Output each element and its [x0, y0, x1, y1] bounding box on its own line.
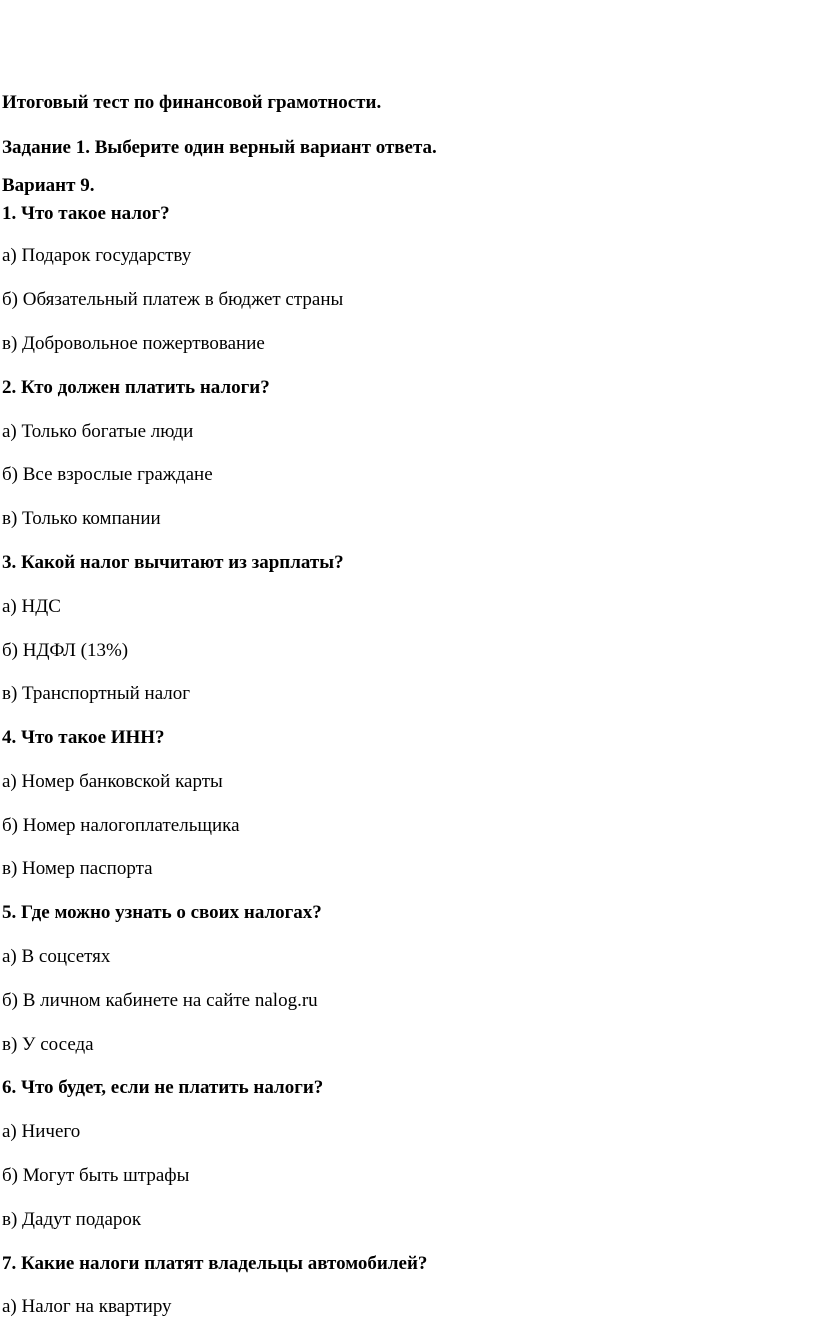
answer-option: в) Дадут подарок — [2, 1209, 142, 1230]
answer-option: в) Добровольное пожертвование — [2, 333, 265, 354]
answer-option: б) Обязательный платеж в бюджет страны — [2, 289, 344, 310]
answer-option: а) Подарок государству — [2, 245, 192, 266]
answer-option: в) У соседа — [2, 1034, 94, 1055]
question-5: 5. Где можно узнать о своих налогах? — [2, 902, 322, 923]
question-6: 6. Что будет, если не платить налоги? — [2, 1077, 324, 1098]
answer-option: а) Ничего — [2, 1121, 81, 1142]
answer-option: в) Номер паспорта — [2, 858, 153, 879]
answer-option: в) Транспортный налог — [2, 683, 191, 704]
answer-option: а) Только богатые люди — [2, 421, 194, 442]
question-2: 2. Кто должен платить налоги? — [2, 377, 270, 398]
answer-option: б) НДФЛ (13%) — [2, 640, 129, 661]
answer-option: б) Все взрослые граждане — [2, 464, 213, 485]
answer-option: а) Номер банковской карты — [2, 771, 223, 792]
question-1: 1. Что такое налог? — [2, 203, 170, 224]
answer-option: б) В личном кабинете на сайте nalog.ru — [2, 990, 318, 1011]
question-3: 3. Какой налог вычитают из зарплаты? — [2, 552, 344, 573]
answer-option: а) В соцсетях — [2, 946, 111, 967]
answer-option: б) Номер налогоплательщика — [2, 815, 240, 836]
answer-option: а) Налог на квартиру — [2, 1296, 172, 1317]
answer-option: а) НДС — [2, 596, 61, 617]
answer-option: б) Могут быть штрафы — [2, 1165, 190, 1186]
question-4: 4. Что такое ИНН? — [2, 727, 165, 748]
variant-label: Вариант 9. — [2, 175, 95, 196]
question-7: 7. Какие налоги платят владельцы автомобилей? — [2, 1253, 428, 1274]
document-title: Итоговый тест по финансовой грамотности. — [2, 92, 382, 113]
answer-option: в) Только компании — [2, 508, 161, 529]
task-heading: Задание 1. Выберите один верный вариант ответа. — [2, 137, 437, 158]
